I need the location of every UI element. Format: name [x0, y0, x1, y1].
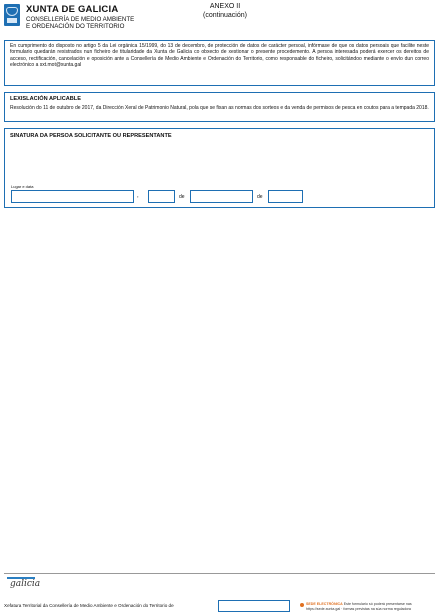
department-line-2: E ORDENACIÓN DO TERRITORIO: [26, 23, 125, 30]
xunta-logo-icon: [4, 4, 20, 26]
annex-subtitle: (continuación): [203, 12, 247, 19]
footer-divider: [4, 573, 435, 574]
footer-office-input[interactable]: [218, 600, 290, 612]
year-input[interactable]: [268, 190, 303, 203]
brand-name: XUNTA DE GALICIA: [26, 4, 119, 15]
sede-text-1: Este formulario só poderá presentarse nas: [343, 602, 412, 606]
galicia-logo: galicia: [10, 579, 41, 589]
month-input[interactable]: [190, 190, 253, 203]
signature-heading: SINATURA DA PERSOA SOLICITANTE OU REPRESENTANTE: [10, 133, 172, 139]
legislation-box: [4, 92, 435, 122]
footer-office-text: Xefatura Territorial da Consellería de Medio Ambiente e Ordenación do Territorio de: [4, 603, 174, 608]
data-protection-box: [4, 40, 435, 86]
place-date-label: Lugar e data: [11, 184, 34, 189]
legislation-heading: LEXISLACIÓN APLICABLE: [10, 96, 81, 102]
day-input[interactable]: [148, 190, 175, 203]
department-line-1: CONSELLERÍA DE MEDIO AMBIENTE: [26, 16, 135, 23]
sede-electronica-icon: [300, 603, 304, 607]
sede-label: SEDE ELECTRÓNICA: [306, 602, 343, 606]
of-label-1: de: [179, 194, 185, 200]
sede-line-1: [306, 602, 412, 606]
comma-separator: ,: [137, 193, 139, 199]
data-protection-text: En cumprimento do disposto no artigo 5 da Lei orgánica 15/1999, do 13 de decembro, de protección de datos de carácter persoal, infórmase de que os datos persoais que facilite neste formulario quedarán rexistrados nun ficheiro de titularidade da Xunta de Galicia co obxecto de xestionar o presente procedemento. A persoa interesada poderá exercer os dereitos de acceso, rectificación, cancelación e oposición ante a Consellería de Medio Ambiente e Ordenación do Territorio, como responsable do ficheiro, solicitándoo mediante o envío dun correo electrónico a sxt.mot@xunta.gal: [10, 43, 429, 69]
annex-title: ANEXO II: [209, 3, 241, 10]
legislation-text: Resolución do 11 de outubro de 2017, da Dirección Xeral de Patrimonio Natural, pola que se fixan as normas dos sorteos e da venda de permisos de pesca en coutos para a tempada 2018.: [10, 105, 429, 111]
place-input[interactable]: [11, 190, 134, 203]
of-label-2: de: [257, 194, 263, 200]
sede-line-2: https://sede.xunta.gal · formas previstas na súa norma reguladora: [306, 607, 411, 611]
